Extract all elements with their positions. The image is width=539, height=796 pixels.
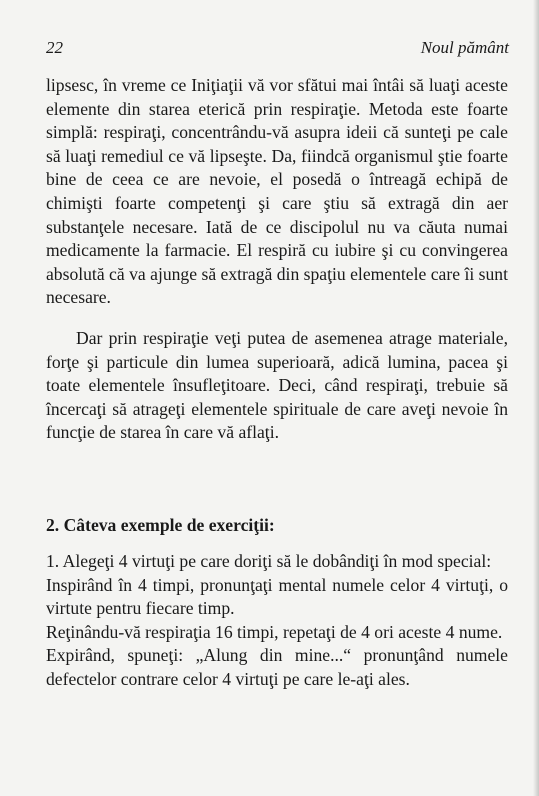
exercise-block xyxy=(46,550,508,692)
running-title: Noul pământ xyxy=(420,38,509,57)
body-block-3 xyxy=(46,514,508,538)
page-header xyxy=(46,38,509,62)
exercise-inhale: Inspirând în 4 timpi, pronunţaţi mental numele celor 4 virtuţi, o virtute pentru fiecare timp. xyxy=(46,574,508,619)
paragraph-1: lipsesc, în vreme ce Iniţiaţii vă vor sfătui mai întâi să luaţi aceste elemente din starea eterică prin respiraţie. Metoda este foarte simplă: respiraţi, concentrându-vă asupra ideii că sunteţi pe cale să luaţi remediul ce vă lipseşte. Da, fiindcă organismul ştie foarte bine de ceea ce are nevoie, el posedă o întreagă echipă de chimişti foarte competenţi şi care ştiu să extragă din aer substanţele necesare. Iată de ce discipolul nu va căuta numai medicamente la farmacie. El respiră cu iubire şi cu convingerea absolută că va ajunge să extragă din spaţiu elementele care îi sunt necesare. xyxy=(46,75,508,308)
body-block-2 xyxy=(46,327,508,445)
page-number: 22 xyxy=(46,38,63,57)
body-block-1 xyxy=(46,74,508,310)
paragraph-2: Dar prin respiraţie veţi putea de asemenea atrage materiale, forţe şi particule din lumea superioară, adică lumina, pacea şi toate elementele însufleţitoare. Deci, când respiraţi, trebuie să încercaţi să atrageţi elementele spirituale de care aveţi nevoie în funcţie de starea în care vă aflaţi. xyxy=(46,328,508,443)
exercise-hold: Reţinându-vă respiraţia 16 timpi, repetaţi de 4 ori aceste 4 nume. xyxy=(46,621,503,642)
exercise-exhale: Expirând, spuneţi: „Alung din mine...“ pronunţând numele defectelor contrare celor 4 virtuţi pe care le-aţi ales. xyxy=(46,645,508,689)
section-heading: 2. Câteva exemple de exerciţii: xyxy=(46,515,275,535)
exercise-step-1: 1. Alegeţi 4 virtuţi pe care doriţi să le dobândiţi în mod special: xyxy=(46,551,492,571)
